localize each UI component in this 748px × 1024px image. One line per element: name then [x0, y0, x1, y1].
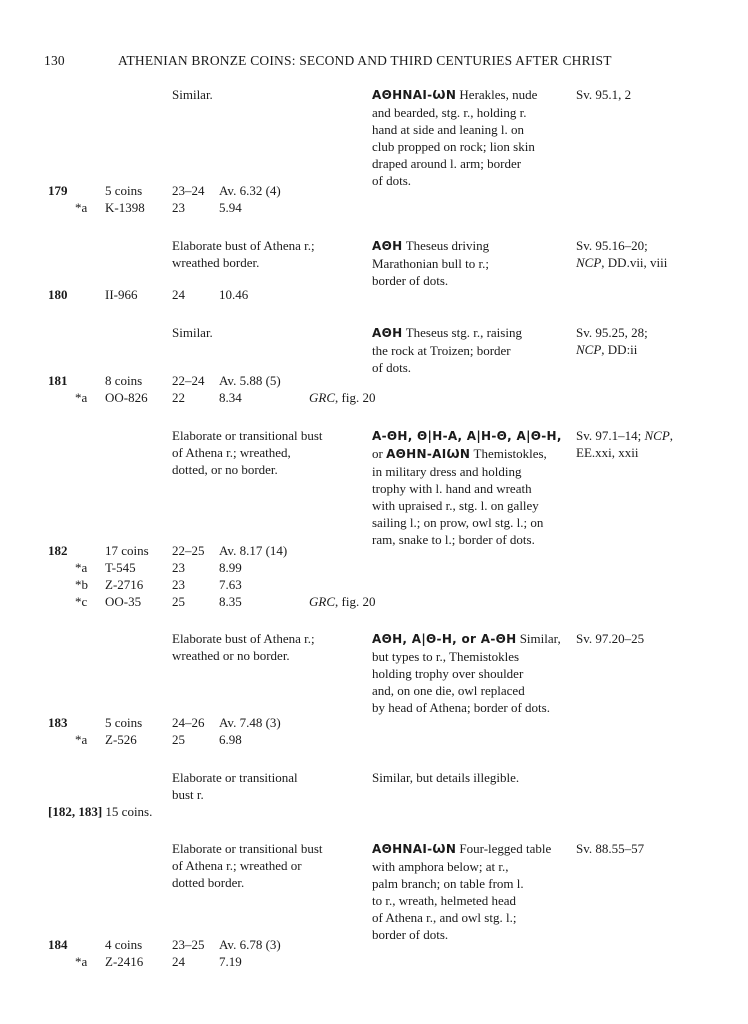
- specimen-weight: 7.19: [219, 954, 242, 969]
- coin-count: 4 coins: [105, 937, 143, 952]
- greek-legend: ΑΘΗΝΑΙ-ѠΝ: [372, 842, 457, 856]
- reverse-description: Α-ΘΗ, Θ|Η-Α, Α|Η-Θ, Α|Θ-Η, or ΑΘΗΝ-ΑΙѠΝ Themistokles, in military dress and holding trophy with l. hand and wreath with upraised r., stg. l. on galley sailing l.; on prow, owl stg. l.; on ram, snake to l.; border of dots.: [372, 429, 562, 547]
- greek-legend: Α-ΘΗ, Θ|Η-Α, Α|Η-Θ, Α|Θ-Η,: [372, 429, 562, 443]
- specimen-id: Z-2416: [105, 954, 144, 969]
- reference: Sv. 95.1, 2: [576, 87, 632, 102]
- obverse-description: Similar.: [172, 325, 213, 340]
- specimen-mark: *a: [75, 732, 88, 747]
- reverse-description: ΑΘΗ Theseus driving Marathonian bull to r.; border of dots.: [372, 238, 490, 288]
- average-weight: Av. 8.17 (14): [219, 543, 288, 558]
- obverse-description: Similar.: [172, 87, 213, 102]
- specimen-weight: 8.35: [219, 594, 242, 609]
- specimen-note: GRC, fig. 20: [309, 390, 376, 405]
- greek-legend: ΑΘΗ: [372, 326, 403, 340]
- specimen-mark: *c: [75, 594, 88, 609]
- diameter-range: 23–25: [172, 937, 205, 952]
- average-weight: Av. 5.88 (5): [219, 373, 281, 388]
- specimen-id: K-1398: [105, 200, 145, 215]
- specimen-weight: 5.94: [219, 200, 242, 215]
- average-weight: Av. 6.78 (3): [219, 937, 281, 952]
- reference: Sv. 97.20–25: [576, 631, 645, 646]
- specimen-id: Z-2716: [105, 577, 144, 592]
- coin-count: 5 coins: [105, 183, 143, 198]
- combined-total: [182, 183] 15 coins.: [48, 804, 153, 819]
- running-title: ATHENIAN BRONZE COINS: SECOND AND THIRD CENTURIES AFTER CHRIST: [118, 53, 612, 68]
- diameter-range: 22–25: [172, 543, 205, 558]
- reverse-description: ΑΘΗ Theseus stg. r., raising the rock at Troizen; border of dots.: [372, 325, 522, 375]
- obverse-description: Elaborate or transitional bust of Athena r.; wreathed, dotted, or no border.: [172, 428, 323, 477]
- catalogue-number: 179: [48, 183, 68, 198]
- specimen-weight: 8.99: [219, 560, 242, 575]
- specimen-id: OO-35: [105, 594, 142, 609]
- coin-count: 5 coins: [105, 715, 143, 730]
- specimen-id: T-545: [105, 560, 136, 575]
- specimen-mark: *a: [75, 560, 88, 575]
- diameter-range: 23–24: [172, 183, 205, 198]
- specimen-diameter: 23: [172, 200, 185, 215]
- reverse-description: ΑΘΗ, Α|Θ-Η, or Α-ΘΗ Similar, but types to r., Themistokles holding trophy over shoulder and, on one die, owl replaced by head of Athena; border of dots.: [372, 631, 561, 715]
- coin-count: 8 coins: [105, 373, 143, 388]
- specimen-diameter: 23: [172, 577, 185, 592]
- reference: Sv. 95.25, 28; NCP, DD:ii: [576, 325, 648, 357]
- reference: Sv. 97.1–14; NCP, EE.xxi, xxii: [576, 428, 674, 460]
- reverse-description: ΑΘΗΝΑΙ-ѠΝ Four-legged table with amphora below; at r., palm branch; on table from l. to r., wreath, helmeted head of Athena r., and owl stg. l.; border of dots.: [372, 841, 552, 942]
- greek-legend: ΑΘΗΝ-ΑΙѠΝ: [386, 447, 471, 461]
- page-number: 130: [44, 53, 65, 68]
- obverse-description: Elaborate or transitional bust of Athena r.; wreathed or dotted border.: [172, 841, 323, 890]
- reverse-description: ΑΘΗΝΑΙ-ѠΝ Herakles, nude and bearded, stg. r., holding r. hand at side and leaning l. on club propped on rock; lion skin draped around l. arm; border of dots.: [372, 87, 538, 188]
- specimen-diameter: 25: [172, 732, 185, 747]
- catalogue-number: 180: [48, 287, 68, 302]
- specimen-mark: *b: [75, 577, 88, 592]
- specimen-mark: *a: [75, 954, 88, 969]
- coin-count: 17 coins: [105, 543, 149, 558]
- catalogue-number: 183: [48, 715, 68, 730]
- specimen-weight: 6.98: [219, 732, 242, 747]
- specimen-weight: 7.63: [219, 577, 242, 592]
- specimen-mark: *a: [75, 390, 88, 405]
- specimen-diameter: 24: [172, 954, 185, 969]
- greek-legend: ΑΘΗ, Α|Θ-Η, or Α-ΘΗ: [372, 632, 517, 646]
- specimen-weight: 8.34: [219, 390, 242, 405]
- obverse-description: Elaborate bust of Athena r.; wreathed border.: [172, 238, 315, 270]
- reference: Sv. 88.55–57: [576, 841, 645, 856]
- average-weight: Av. 6.32 (4): [219, 183, 281, 198]
- obverse-description: Elaborate bust of Athena r.; wreathed or no border.: [172, 631, 315, 663]
- catalogue-number: 182: [48, 543, 68, 558]
- catalogue-number: 181: [48, 373, 68, 388]
- specimen-diameter: 24: [172, 287, 185, 302]
- greek-legend: ΑΘΗΝΑΙ-ѠΝ: [372, 88, 457, 102]
- specimen-diameter: 23: [172, 560, 185, 575]
- specimen-id: OO-826: [105, 390, 148, 405]
- greek-legend: ΑΘΗ: [372, 239, 403, 253]
- reverse-description: Similar, but details illegible.: [372, 770, 520, 785]
- obverse-description: Elaborate or transitional bust r.: [172, 770, 298, 802]
- average-weight: Av. 7.48 (3): [219, 715, 281, 730]
- specimen-diameter: 22: [172, 390, 185, 405]
- catalogue-number: 184: [48, 937, 68, 952]
- specimen-weight: 10.46: [219, 287, 249, 302]
- specimen-id: II-966: [105, 287, 138, 302]
- specimen-mark: *a: [75, 200, 88, 215]
- specimen-diameter: 25: [172, 594, 185, 609]
- specimen-note: GRC, fig. 20: [309, 594, 376, 609]
- diameter-range: 22–24: [172, 373, 205, 388]
- reference: Sv. 95.16–20; NCP, DD.vii, viii: [576, 238, 668, 270]
- specimen-id: Z-526: [105, 732, 137, 747]
- diameter-range: 24–26: [172, 715, 205, 730]
